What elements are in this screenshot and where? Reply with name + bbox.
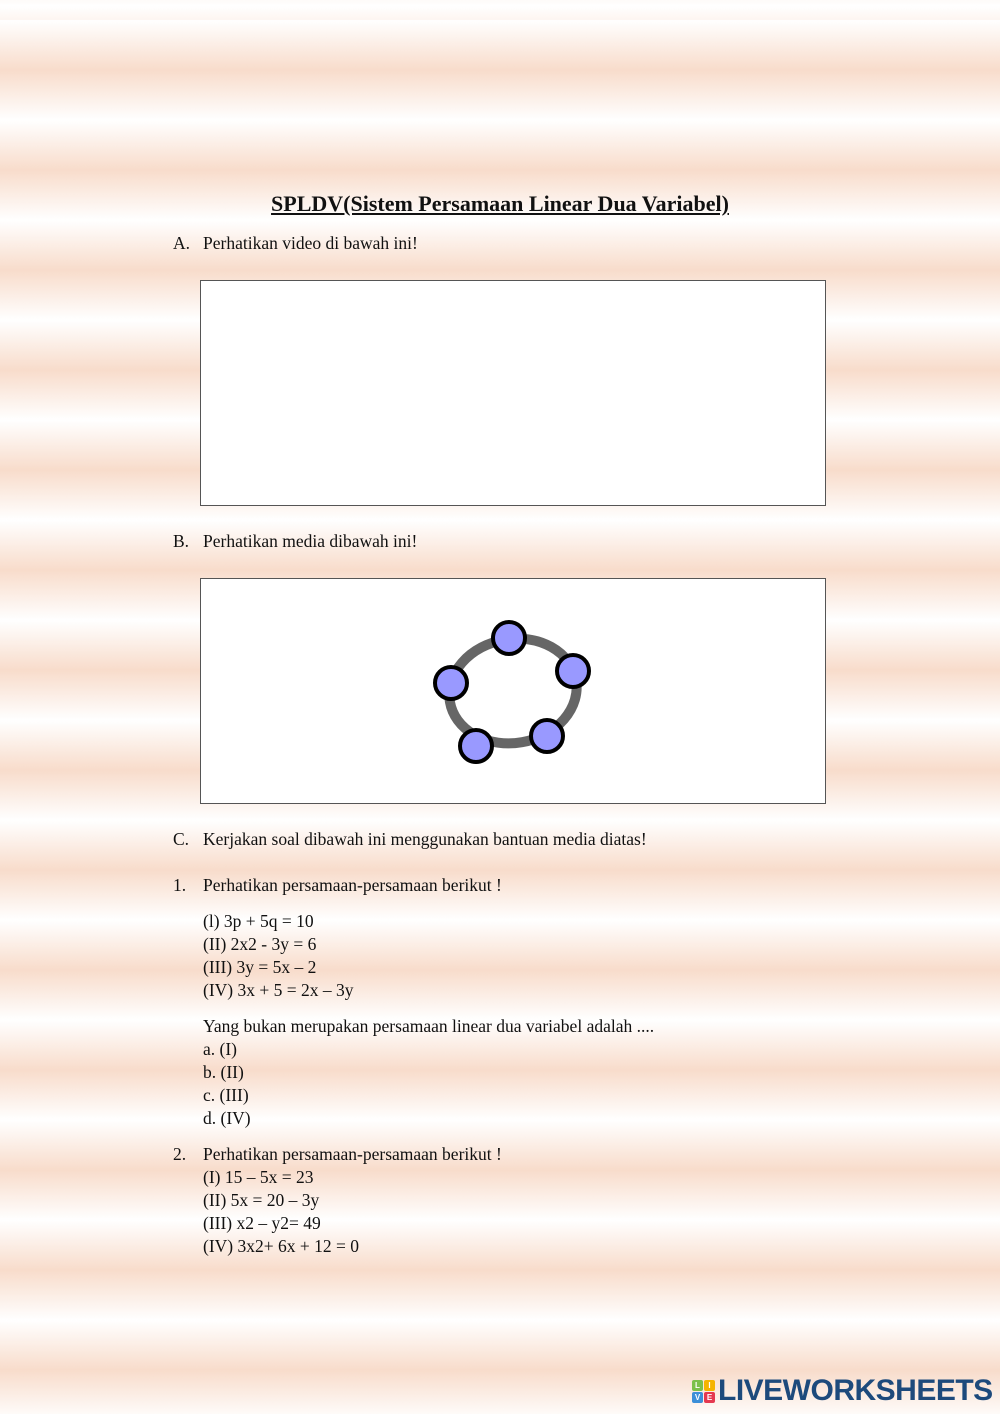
option-d[interactable]: d. (IV) (203, 1108, 251, 1128)
equation: (l) 3p + 5q = 10 (203, 911, 314, 931)
liveworksheets-logo (692, 1374, 993, 1408)
q1-options (203, 1015, 654, 1130)
option-a[interactable]: a. (I) (203, 1039, 238, 1059)
section-a (173, 233, 418, 254)
question-text: Perhatikan persamaan-persamaan berikut ! (203, 875, 502, 895)
equation: (IV) 3x2+ 6x + 12 = 0 (203, 1236, 359, 1256)
section-c (173, 829, 647, 850)
equation: (III) 3y = 5x – 2 (203, 957, 317, 977)
section-b (173, 531, 417, 552)
equation: (III) x2 – y2= 49 (203, 1213, 321, 1233)
option-b[interactable]: b. (II) (203, 1062, 244, 1082)
section-text: Perhatikan video di bawah ini! (203, 233, 418, 253)
equation: (I) 15 – 5x = 23 (203, 1167, 314, 1187)
section-label: A. (173, 233, 191, 253)
option-c[interactable]: c. (III) (203, 1085, 249, 1105)
q1-equations (203, 910, 354, 1002)
question-prompt: Yang bukan merupakan persamaan linear dua variabel adalah .... (203, 1016, 655, 1036)
logo-text: LIVEWORKSHEETS (718, 1374, 993, 1407)
page-title: SPLDV(Sistem Persamaan Linear Dua Variabel) (271, 191, 729, 216)
q2-equations (203, 1166, 359, 1258)
section-text: Kerjakan soal dibawah ini menggunakan bantuan media diatas! (203, 829, 647, 849)
equation: (II) 2x2 - 3y = 6 (203, 934, 317, 954)
equation: (II) 5x = 20 – 3y (203, 1190, 320, 1210)
geogebra-media-embed[interactable] (200, 578, 826, 804)
question-text: Perhatikan persamaan-persamaan berikut ! (203, 1144, 502, 1164)
question-number: 1. (173, 875, 187, 895)
video-embed[interactable] (200, 280, 826, 506)
logo-icon: L I V E (692, 1380, 715, 1403)
section-label: C. (173, 829, 190, 849)
question-2 (173, 1144, 502, 1165)
section-label: B. (173, 531, 190, 551)
section-text: Perhatikan media dibawah ini! (203, 531, 418, 551)
question-1 (173, 875, 502, 896)
equation: (IV) 3x + 5 = 2x – 3y (203, 980, 354, 1000)
geogebra-logo-icon (201, 579, 825, 803)
question-number: 2. (173, 1144, 187, 1164)
